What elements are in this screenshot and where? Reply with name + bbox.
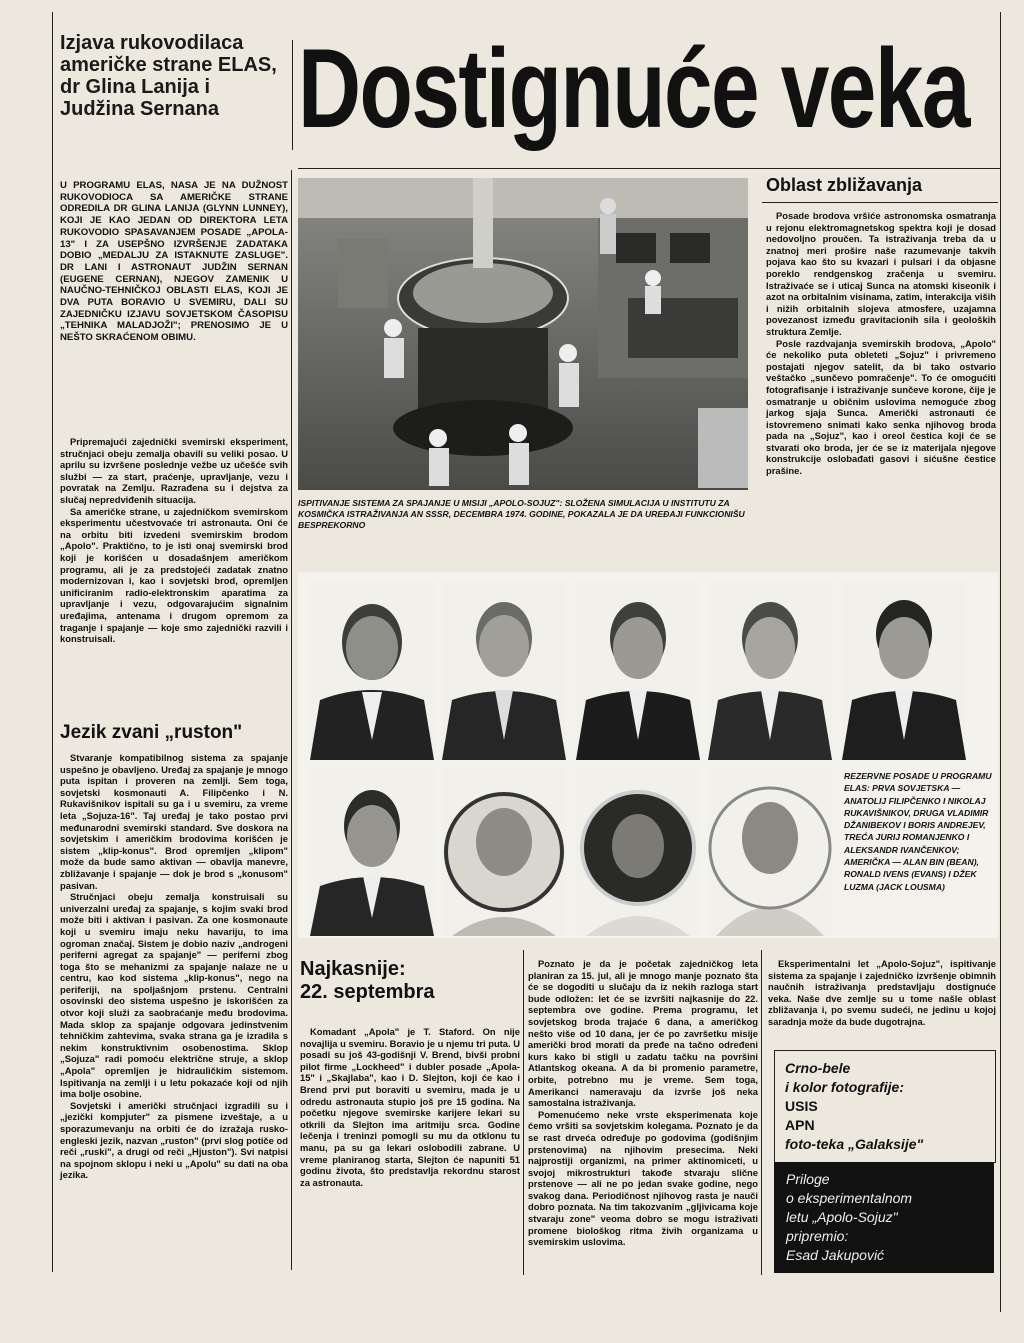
prepared-line-4: pripremio: [786,1228,849,1244]
credits-line-1: Crno-bele [785,1060,851,1076]
credits-line-4: APN [785,1117,815,1133]
portrait-8-image [576,768,700,936]
docking-test-illustration [298,178,748,490]
oblast-heading: Oblast zbližavanja [766,175,923,195]
portraits-caption: REZERVNE POSADE U PROGRAMU ELAS: PRVA SOVJETSKA — ANATOLIJ FILIPČENKO I NIKOLAJ RUKAVIŠNIKOV, DRUGA VLADIMIR DŽANIBEKOV I BORIS ANDREJEV, TREĆA JURIJ ROMANJENKO I ALEKSANDR IVANČENKOV; AMERIČKA — ALAN BIN (BEAN), RONALD IVENS (EVANS) I DŽEK LUZMA (JACK LOUSMA) [844,771,992,892]
oblast-paragraph-2: Posle razdvajanja svemirskih brodova, „Apolo" će nekoliko puta obleteti „Sojuz" i privremeno postajati njegov satelit, da bi tako ostvario veštačko „sunčevo pomračenje". To će omogućiti fotografisanje i istraživanje sunčeve korone, čije je osmatranje u običnim uslovima nemoguće zbog jarkog sjaja Sunca. Američki astronauti će istovremeno snimati kako senka njihovog broda pada na „Sojuz", kao i oreol čestica koji će se stvarati oko broda, jer će se iz materijala njegove konstrukcije oslobađati gasovi i sićušne čestice prašine. [766,337,996,477]
najkasnije-paragraph-2: Poznato je da je početak zajedničkog leta planiran za 15. jul, ali je mnogo manje poznato šta će se dogoditi u slučaju da iz nekih razloga start bude odložen: let će se izvršiti najkasnije do 22. septembra ove godine. Prema programu, let sovjetskog broda trajaće 6 dana, a američkog nešto više od 10 dana, jer će po završetku misije američki brod morati da pređe na tačno određeni kurs kako bi stigli u zadatu tačku na površini Atlantskog okeana. A da bi promenio parametre, orbite, potrebno mu je vreme. Sem toga, Amerikanci nameravaju da izvrše još neka samostalna istraživanja. [528,958,758,1109]
oblast-paragraph-1: Posade brodova vršiće astronomska osmatranja u rejonu elektromagnetskog spektra koji je dosad nedovoljno proučen. Ta istraživanja treba da u znatnoj meri prošire naše razumevanje takvih pojava kao što su kvazari i pulsari i da objasne poreklo rendgenskog zračenja u svemiru. Istraživaće se i uticaj Sunca na atomski kiseonik i azot na orbitalnim visinama, zatim, interakcija viših i nižih orbitalnih slojeva atmosfere, uzajamna povezanost između gravitacionih sila i geoloških struktura Zemlje. [766,210,996,337]
col1-paragraph-2: Sa američke strane, u zajedničkom svemirskom eksperimentu učestvovaće tri astronauta. Oni će na orbitu biti izvedeni svemirskim brodom „Apolo". Praktično, to je isti onaj svemirski brod koji je korišćen u dosadašnjem američkom programu, ali je za predstojeći zadatak znatno modernizovan i, kao i sovjetski brod, opremljen unificiranim radio-elektronskim aparatima za upravljanje i vezu, odgovarajućim signalnim uređajima, antenama i drugom opremom za traganje i spajanje — koje smo zajednički razvili i konstruisali. [60,505,288,645]
column-rule-2 [523,950,524,1275]
prepared-by-box [774,1162,994,1273]
photo-credits-box [774,1050,996,1163]
portrait-4-image [708,580,832,760]
ruston-heading: Jezik zvani „ruston" [60,722,243,743]
right-margin-rule [1000,12,1001,1312]
portrait-5-image [842,580,966,760]
najkasnije-paragraph-3: Pomenućemo neke vrste eksperimenata koje ćemo vršiti sa sovjetskim kolegama. Poznato je da se rast drveća određuje po godovima (godišnjim prstenovima) na njihovim presecima. Neki najprostiji organizmi, na primer aktinomiceti, u svojoj mikrostrukturi takođe stvaraju slične prstenove — ali ne po jedan svake godine, nego svakog dana. Periodičnost njihovog rasta je nauči dobro poznata. Na tim takozvanim „gljivicama koje stvaraju zone" veoma dobro se mogu istraživati promene biološkog ritma živih organizama u svemirskim uslovima. [528,1108,758,1248]
column-rule-3 [761,950,762,1275]
col1-paragraph-1: Pripremajući zajednički svemirski eksperiment, stručnjaci obeju zemalja obavili su veliki posao. U aprilu su izvršene poslednje vežbe uz učešće svih službi — za start, praćenje, upravljanje, vezu i povratak na Zemlju. Razrađena su i dejstva za slučaj nepredviđenih situacija. [60,436,288,505]
portrait-1 [310,580,434,760]
ruston-paragraph-3: Sovjetski i američki stručnjaci izgradili su i „jezički kompjuter" za pismene izveštaje, a u sporazumevanju na orbiti će do izražaja rusko-engleski jezik, nazvan „ruston" (prvi slog potiče od reči „ruski", a drugi od reči „Hjuston"). Svi natpisi na spojnom sklopu i neki u „Apolu" su dati na oba jezika. [60,1099,288,1181]
ruston-paragraph-2: Stručnjaci obeju zemalja konstruisali su univerzalni uređaj za spajanje, s kojim svaki brod može biti i aktivan i pasivan. Za one kosmonaute koji u svemiru imaju neku havariju, to ima ogroman značaj. Sistem je dobio naziv „androgeni periferni agregat za spajanje" — periferni zbog toga što se mehanizmi za spajanje nalaze ne u centru, kao kod sistema „klip-konus", nego na periferiji, na spoljašnjom prstenu. Centralni osovinski deo sistema uspešno je iskorišćen za otvor koji služi za saobraćanje među brodovima. Mada sklop za spajanje odgovara jedinstvenim tehničkim zahtevima, svaka strana ga je izradila s nekim konstruktivnim osobenostima. Sklop „Sojuza" radi pomoću električne struje, a sklop „Apola" opremljen je hidrauličkim sistemom. Ispitivanja na zemlji i u letu pokazaće koji od njih ima bolje osobine. [60,891,288,1100]
headline-rule [292,40,293,150]
najkasnije-heading-line-2: 22. septembra [300,981,435,1003]
portrait-2-image [442,580,566,760]
kicker: Izjava rukovodilaca američke strane ELAS, dr Glina Lanija i Judžina Sernana [60,32,277,120]
credits-line-5: foto-teka „Galaksije" [785,1136,924,1152]
credits-line-3: USIS [785,1098,818,1114]
portrait-7 [442,768,566,936]
portrait-4 [708,580,832,760]
headline: Dostignuće veka [298,26,969,151]
column-rule-1 [291,170,292,1270]
intro-paragraph: U PROGRAMU ELAS, NASA JE NA DUŽNOST RUKOVODIOCA SA AMERIČKE STRANE ODREDILA DR GLINA LANIJA (GLYNN LUNNEY), KOJI JE KAO JEDAN OD DIREKTORA LETA RUKOVODIO SPASAVANJEM POSADE „APOLA-13" I ZA USEPŠNO IZVRŠENJE ZADATAKA DOBIO „MEDALJU ZA ISTAKNUTE ZASLUGE". DR LANI I ASTRONAUT JUDŽIN SERNAN (EUGENE CERNAN), NJEGOV ZAMENIK U NAUČNO-TEHNIČKOJ OBLASTI ELAS, KOJI JE DVA PUTA BORAVIO U SVEMIRU, DALI SU ZAJEDNIČKU IZJAVU SOVJETSKOM ČASOPISU „TEHNIKA MALADJOŽI"; PRENOSIMO JE U NEŠTO SKRAĆENOM OBIMU. [60,180,288,344]
left-margin-rule [52,12,53,1272]
portrait-2 [442,580,566,760]
najkasnije-col-1 [300,1026,520,1188]
docking-test-photo [298,178,748,490]
prepared-line-3: letu „Apolo-Sojuz" [786,1209,898,1225]
portrait-6 [310,768,434,936]
portrait-1-image [310,580,434,760]
main-photo-caption: ISPITIVANJE SISTEMA ZA SPAJANJE U MISIJI „APOLO-SOJUZ": SLOŽENA SIMULACIJA U INSTITUTU ZA KOSMIČKA ISTRAŽIVANJA AN SSSR, DECEMBRA 1974. GODINE, POKAZALA JE DA UREĐAJI FUNKCIONIŠU BESPREKORNO [298,498,745,530]
portrait-3-image [576,580,700,760]
prepared-line-2: o eksperimentalnom [786,1190,913,1206]
closing-text [768,958,996,1028]
najkasnije-heading [300,958,520,1004]
portrait-9-image [708,768,832,936]
ruston-text [60,752,288,1181]
portrait-5 [842,580,966,760]
najkasnije-paragraph-1: Komadant „Apola" je T. Staford. On nije novajlija u svemiru. Boravio je u njemu tri puta. U posadi su još 43-godišnji V. Brend, bivši probni pilot firme „Lockheed" i dubler posade „Apola-15" i „Skajlaba", kao i D. Slejton, koji će kao i Brend prvi put boraviti u svemiru, mada je u odredu astronauta stupio još pre 15 godina. Na početku njegove svemirske karijere lekari su otkrili da Slejton ima aritmiju srca. Godine lečenja i treninzi pomogli su mu da otklonu tu manu, pa su ga lekari oslobodili zabrane. U vreme planiranog starta, Slejton će napuniti 51 godinu života, što predstavlja rekordnu starost za astronauta. [300,1026,520,1188]
portrait-8 [576,768,700,936]
headline-bottom-rule [298,168,1000,169]
closing-paragraph: Eksperimentalni let „Apolo-Sojuz", ispitivanje sistema za spajanje i zajedničko izvršenje obimnih naučnih istraživanja predstavljaju dostignuće veka. Naše dve zemlje su u tome našle oblast zbližavanja i, po svemu sudeći, ne jedinu u kojoj saradnja može da bude dugotrajna. [768,958,996,1027]
column-1-text [60,436,288,645]
najkasnije-col-2 [528,958,758,1248]
prepared-line-1: Priloge [786,1171,830,1187]
portrait-3 [576,580,700,760]
portrait-6-image [310,768,434,936]
prepared-line-5: Esad Jakupović [786,1247,885,1263]
portrait-9 [708,768,832,936]
oblast-heading-box [762,172,998,203]
najkasnije-heading-line-1: Najkasnije: [300,958,406,980]
ruston-paragraph-1: Stvaranje kompatibilnog sistema za spajanje uspešno je obavljeno. Uređaj za spajanje je mnogo puta ispitan i proveren na zemlji. Sem toga, sovjetski kosmonauti A. Filipčenko i N. Rukavišnikov ispitali su ga i u svemiru, za vreme leta „Sojuza-16". Taj uređaj je tako postao prvi međunarodni svemirski standard. Sve doskora na sovjetskim i američkim brodovima korišćen je sistem „klip-konus". Brod opremljen „klipom" može da bude samo aktivan — obavlja manevre, zbližavanje i spajanje — dok je brod s „konusom" pasivan. [60,752,288,891]
credits-line-2: i kolor fotografije: [785,1079,904,1095]
oblast-text [766,210,996,477]
portrait-7-image [442,768,566,936]
